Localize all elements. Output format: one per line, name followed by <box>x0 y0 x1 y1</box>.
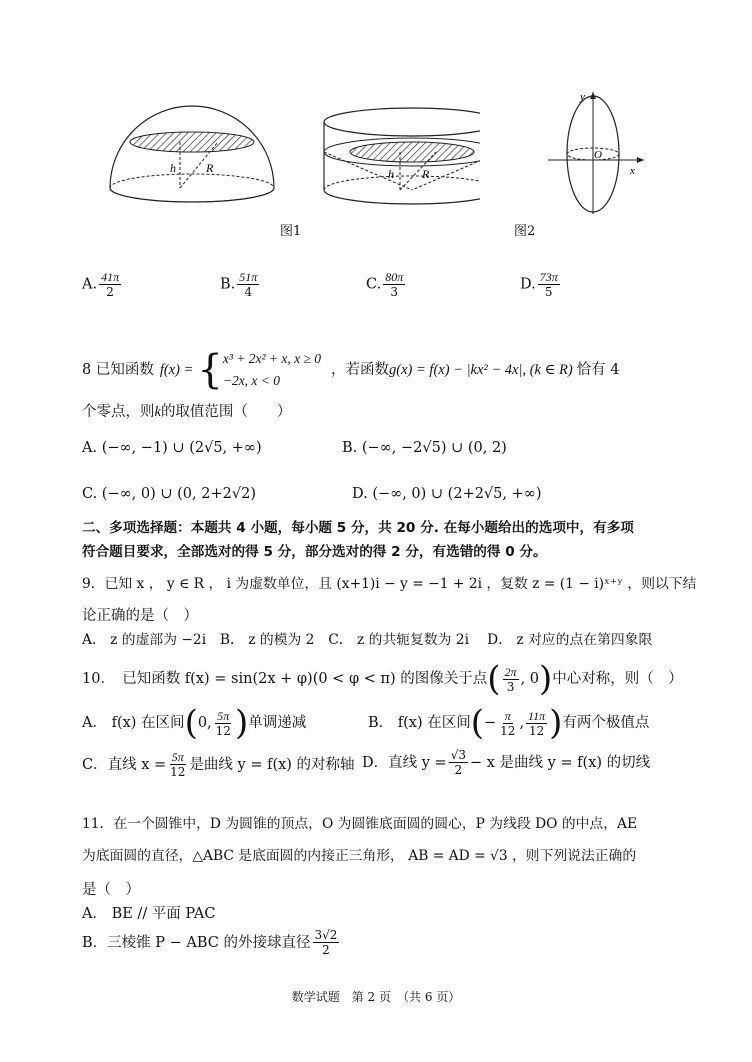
svg-text:h: h <box>388 167 394 181</box>
q9-options: A． z 的虚部为 −2i B． z 的模为 2 C． z 的共轭复数为 2i D． z 对应的点在第四象限 <box>82 632 653 648</box>
svg-text:x: x <box>630 165 635 177</box>
q11-stem-line1: 11．在一个圆锥中，D 为圆锥的顶点，O 为圆锥底面圆的圆心，P 为线段 DO 的中点，AE <box>82 816 638 832</box>
q11-option-a: A． BE // 平面 PAC <box>82 906 216 922</box>
figure-1 <box>100 100 480 240</box>
svg-text:y: y <box>580 91 585 103</box>
svg-text:R: R <box>422 167 430 181</box>
figure-2 <box>540 88 650 218</box>
q8-option-b: B. (−∞, −2√5) ∪ (0, 2) <box>342 440 507 456</box>
q9-stem-line1: 9．已知 x ， y ∈ R ， i 为虚数单位，且 (x+1)i − y = −1 + 2i ，复数 z = (1 − i)ˣ⁺ʸ ，则以下结 <box>82 576 697 592</box>
q11-stem-line3: 是（ ） <box>82 882 140 898</box>
q9-stem-line2: 论正确的是（ ） <box>82 608 198 624</box>
svg-text:O: O <box>594 149 602 161</box>
q8-option-d: D. (−∞, 0) ∪ (2+2√5, +∞) <box>352 486 542 502</box>
q8-option-c: C. (−∞, 0) ∪ (0, 2+2√2) <box>82 486 256 502</box>
q7-option-c: C. $\frac{80\pi}{3}$ <box>366 270 404 299</box>
q10-option-d: D．直线 y = $\frac{√3}{2}$ − x 是曲线 y = f(x) 的切线 <box>362 748 651 777</box>
figure-2-caption: 图2 <box>514 224 536 239</box>
h-label: h <box>170 161 176 175</box>
q8-stem: 8 已知函数 f(x) = { x³ + 2x² + x, x ≥ 0 −2x, x < 0 ，若函数 g(x) = f(x) − |kx² − 4x|, (k ∈ R) 恰有 4 <box>82 347 620 393</box>
q10-option-c: C．直线 x = $\frac{5\pi}{12}$ 是曲线 y = f(x) 的对称轴 <box>82 750 355 779</box>
q7-option-d: D. $\frac{73\pi}{5}$ <box>520 270 558 299</box>
q8-stem-line2: 个零点，则k的取值范围（ ） <box>82 404 292 420</box>
q11-stem-line2: 为底面圆的直径，△ABC 是底面圆的内接正三角形， AB = AD = √3 ，则下列说法正确的 <box>82 848 637 864</box>
q8-option-a: A. (−∞, −1) ∪ (2√5, +∞) <box>82 440 262 456</box>
r-label: R <box>206 161 214 175</box>
figure-1-caption: 图1 <box>280 224 302 239</box>
q7-option-b: B. $\frac{51\pi}{4}$ <box>220 270 258 299</box>
q7-option-a: A. $\frac{41\pi}{2}$ <box>82 270 120 299</box>
section-2-heading-line1: 二、多项选择题：本题共 4 小题，每小题 5 分，共 20 分. 在每小题给出的选项中，有多项 <box>82 520 634 536</box>
q10-stem: 10． 已知函数 f(x) = sin(2x + φ)(0 < φ < π) 的图像关于点 ( $\frac{2\pi}{3}$ , 0 ) 中心对称，则（ ） <box>82 659 683 699</box>
page-footer: 数学试题 第 2 页 （共 6 页） <box>291 990 461 1004</box>
section-2-heading-line2: 符合题目要求，全部选对的得 5 分，部分选对的得 2 分，有选错的得 0 分。 <box>82 544 547 560</box>
q10-option-b: B． f(x) 在区间 ( − $\frac{\pi}{12}$ , $\frac{11\pi}{12}$ ) 有两个极值点 <box>368 703 650 743</box>
q11-option-b: B．三棱锥 P − ABC 的外接球直径 $\frac{3√2}{2}$ <box>82 928 338 957</box>
q10-option-a: A． f(x) 在区间 ( 0, $\frac{5\pi}{12}$ ) 单调递减 <box>82 703 307 743</box>
